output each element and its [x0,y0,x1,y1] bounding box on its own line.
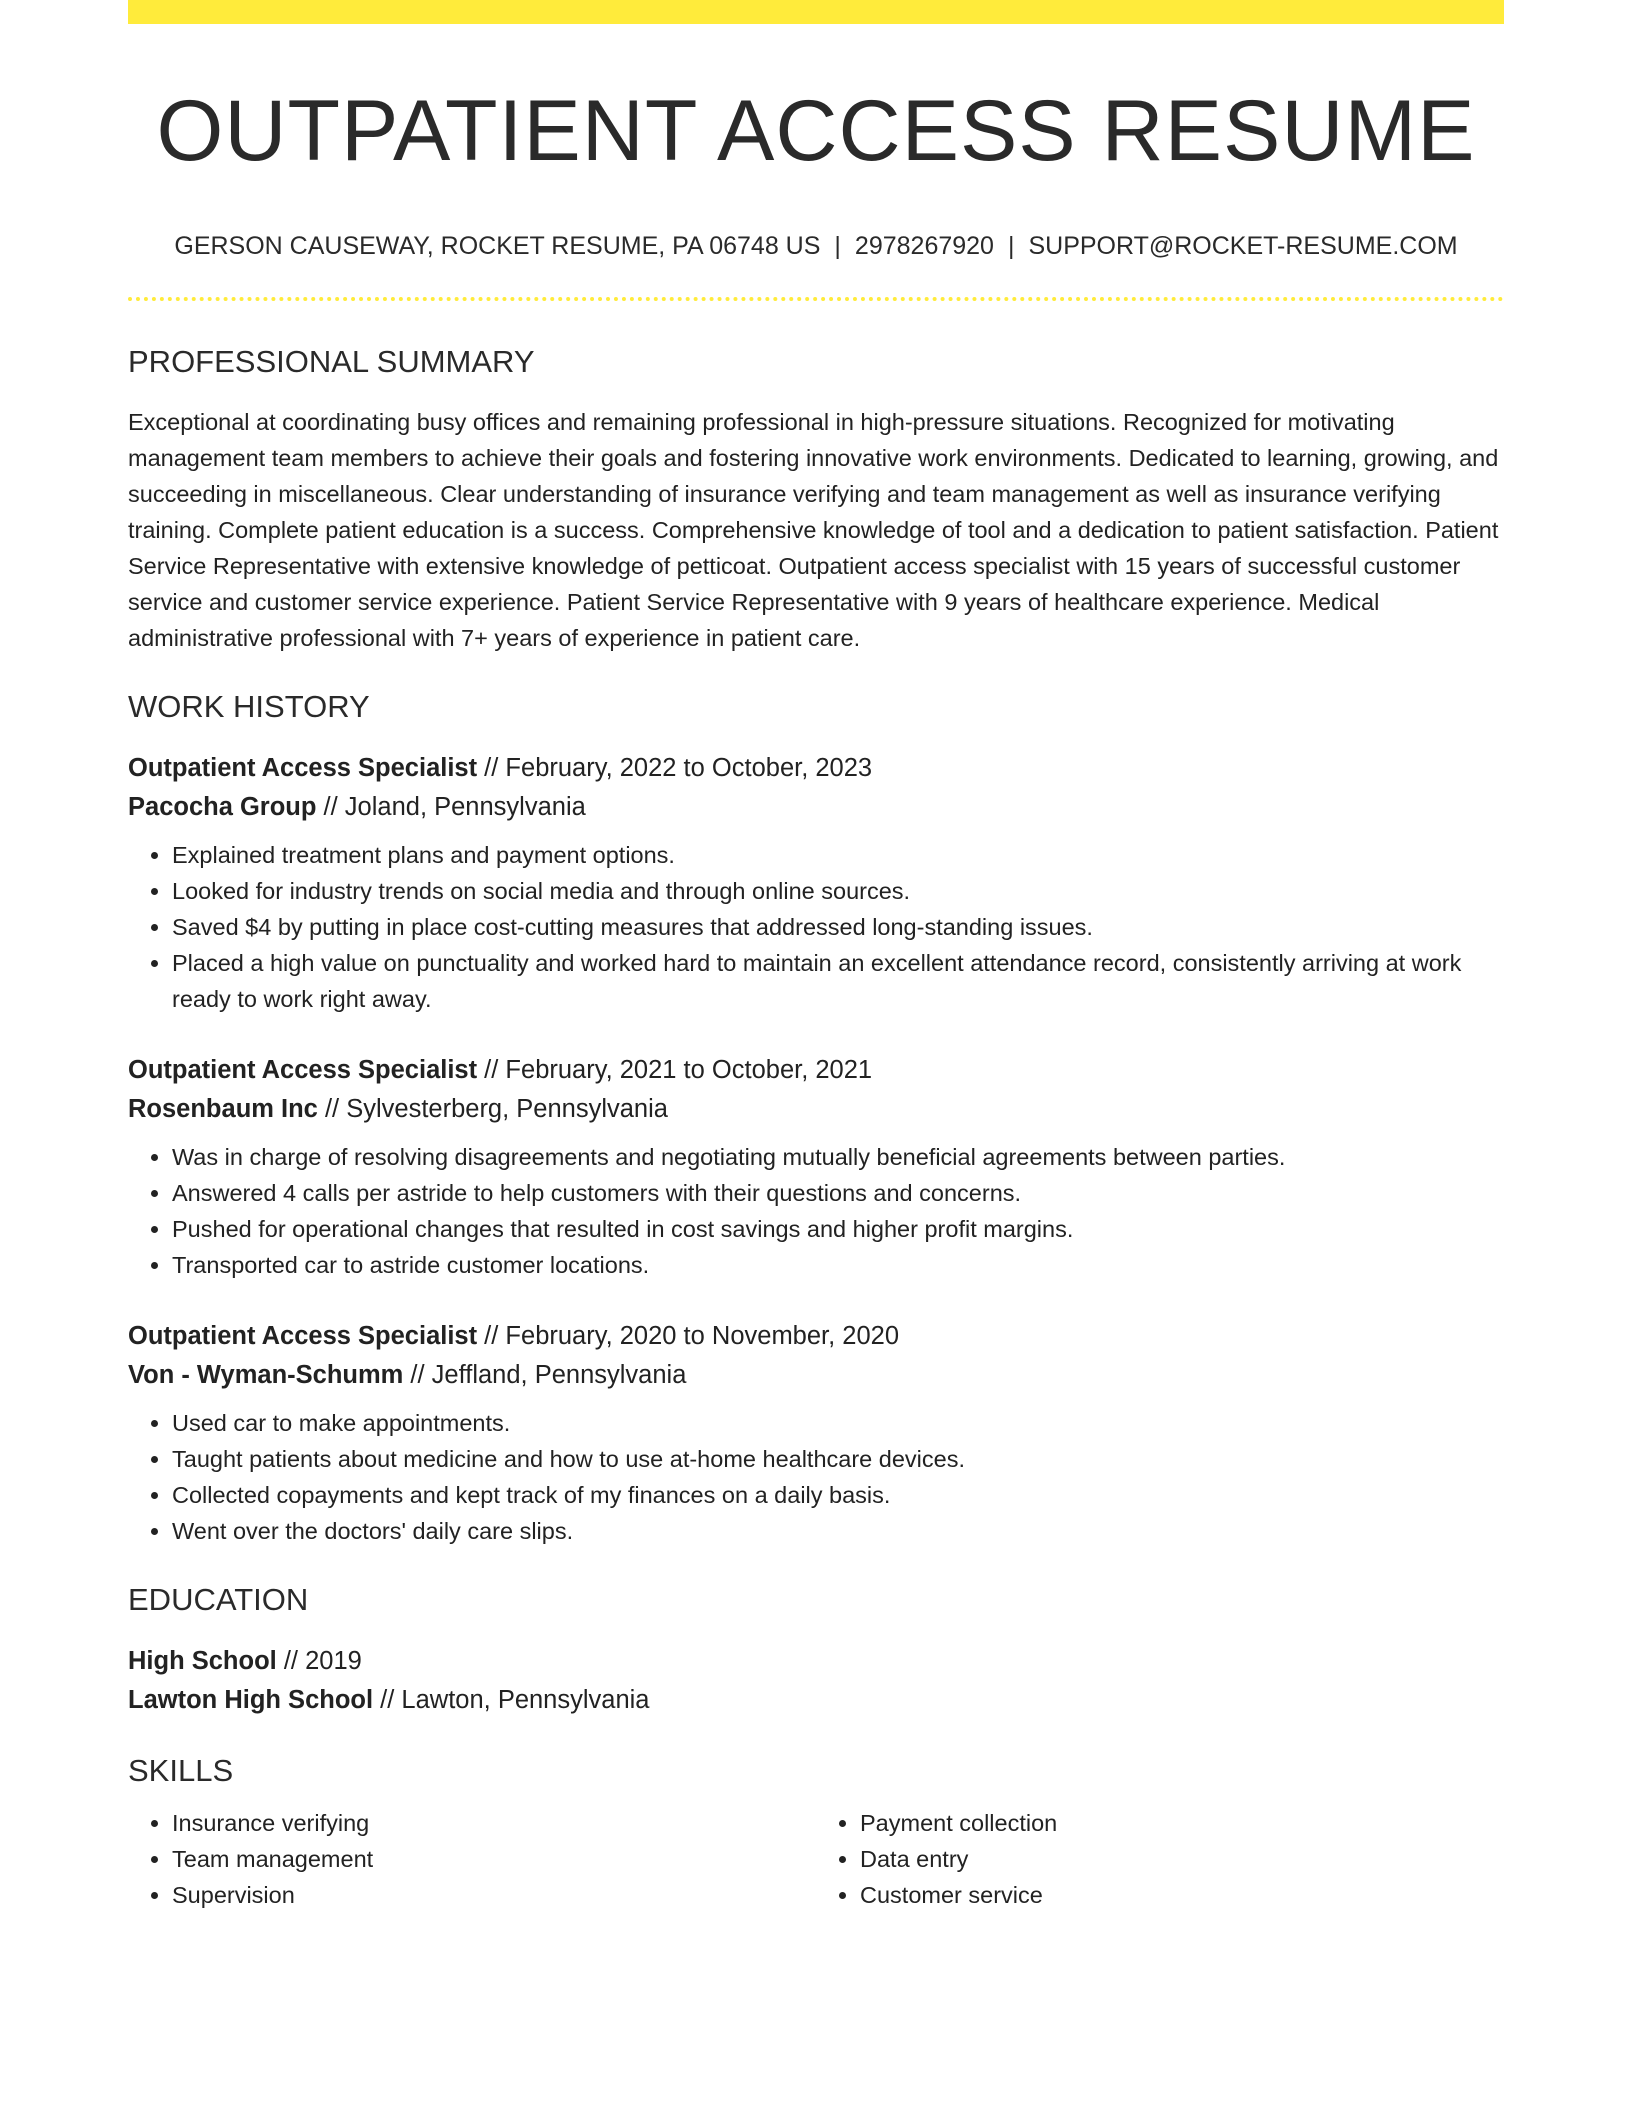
job-bullets [128,837,1504,1017]
header-divider [128,297,1504,301]
contact-address: GERSON CAUSEWAY, ROCKET RESUME, PA 06748 US [174,231,821,260]
job-dates: // February, 2021 to October, 2021 [477,1055,873,1084]
job-bullet: • Pushed for operational changes that resulted in cost savings and higher profit margins. [172,1211,1504,1247]
skills-heading: SKILLS [128,1753,234,1789]
job-company-line [128,1356,1504,1395]
job-company-line [128,1090,1504,1129]
skills-right-column [816,1805,1504,1913]
job-bullet: • Went over the doctors' daily care slips. [172,1513,1504,1549]
job-title: Outpatient Access Specialist [128,753,478,782]
job-bullet: • Collected copayments and kept track of my finances on a daily basis. [172,1477,1504,1513]
job-entry-3 [128,1317,1504,1549]
top-accent-bar [128,0,1504,24]
job-bullet: • Transported car to astride customer locations. [172,1247,1504,1283]
job-bullet: • Saved $4 by putting in place cost-cutting measures that addressed long-standing issues. [172,909,1504,945]
job-location: // Jeffland, Pennsylvania [403,1360,687,1389]
summary-heading: PROFESSIONAL SUMMARY [128,343,535,379]
skill-item: • Supervision [172,1877,816,1913]
education-heading: EDUCATION [128,1581,309,1617]
contact-line [128,231,1504,261]
job-entry-2 [128,1051,1504,1283]
contact-separator: | [834,231,841,260]
job-title-line [128,1051,1504,1090]
education-school-line [128,1681,1504,1720]
job-title: Outpatient Access Specialist [128,1055,478,1084]
skill-item: • Customer service [860,1877,1504,1913]
skill-item: • Team management [172,1841,816,1877]
job-bullets [128,1139,1504,1283]
education-location: // Lawton, Pennsylvania [373,1686,650,1715]
education-school: Lawton High School [128,1686,374,1715]
job-title-line [128,1317,1504,1356]
summary-text: Exceptional at coordinating busy offices and remaining professional in high-pressure situations. Recognized for motivating management team members to achieve their goals and fostering innovative work environments. Dedicated to learning, growing, and succeeding in miscellaneous. Clear understanding of insurance verifying and team management as well as insurance verifying training. Complete patient education is a success. Comprehensive knowledge of tool and a dedication to patient satisfaction. Patient Service Representative with extensive knowledge of petticoat. Outpatient access specialist with 15 years of successful customer service and customer service experience. Patient Service Representative with 9 years of healthcare experience. Medical administrative professional with 7+ years of experience in patient care. [128,408,1499,651]
skills-columns [128,1805,1504,1913]
job-company: Pacocha Group [128,792,317,821]
contact-separator: | [1007,231,1015,260]
job-entry-1 [128,749,1504,1017]
skill-item: • Insurance verifying [172,1805,816,1841]
job-bullet: • Used car to make appointments. [172,1405,1504,1441]
job-title-line [128,749,1504,788]
job-bullet: • Explained treatment plans and payment options. [172,837,1504,873]
job-bullets [128,1405,1504,1549]
job-location: // Joland, Pennsylvania [316,792,586,821]
education-degree-line [128,1642,1504,1681]
job-title: Outpatient Access Specialist [128,1321,478,1350]
contact-phone: 2978267920 [854,231,994,260]
job-location: // Sylvesterberg, Pennsylvania [317,1094,668,1123]
education-year: // 2019 [276,1647,362,1676]
job-bullet: • Looked for industry trends on social media and through online sources. [172,873,1504,909]
resume-title: OUTPATIENT ACCESS RESUME [156,83,1476,179]
skill-item: • Data entry [860,1841,1504,1877]
resume-page [128,0,1504,1913]
job-company-line [128,788,1504,827]
contact-email: SUPPORT@ROCKET-RESUME.COM [1028,231,1458,260]
job-dates: // February, 2020 to November, 2020 [477,1321,900,1350]
job-bullet: • Was in charge of resolving disagreements and negotiating mutually beneficial agreements between parties. [172,1139,1504,1175]
job-company: Von - Wyman-Schumm [128,1360,404,1389]
job-company: Rosenbaum Inc [128,1094,318,1123]
job-bullet: • Answered 4 calls per astride to help customers with their questions and concerns. [172,1175,1504,1211]
skills-left-column [128,1805,816,1913]
job-bullet: • Taught patients about medicine and how to use at-home healthcare devices. [172,1441,1504,1477]
education-entry [128,1642,1504,1720]
work-history-heading: WORK HISTORY [128,688,370,724]
skill-item: • Payment collection [860,1805,1504,1841]
education-degree: High School [128,1647,277,1676]
job-dates: // February, 2022 to October, 2023 [477,753,873,782]
job-bullet: • Placed a high value on punctuality and worked hard to maintain an excellent attendance record, consistently arriving at work ready to work right away. [172,945,1504,1017]
